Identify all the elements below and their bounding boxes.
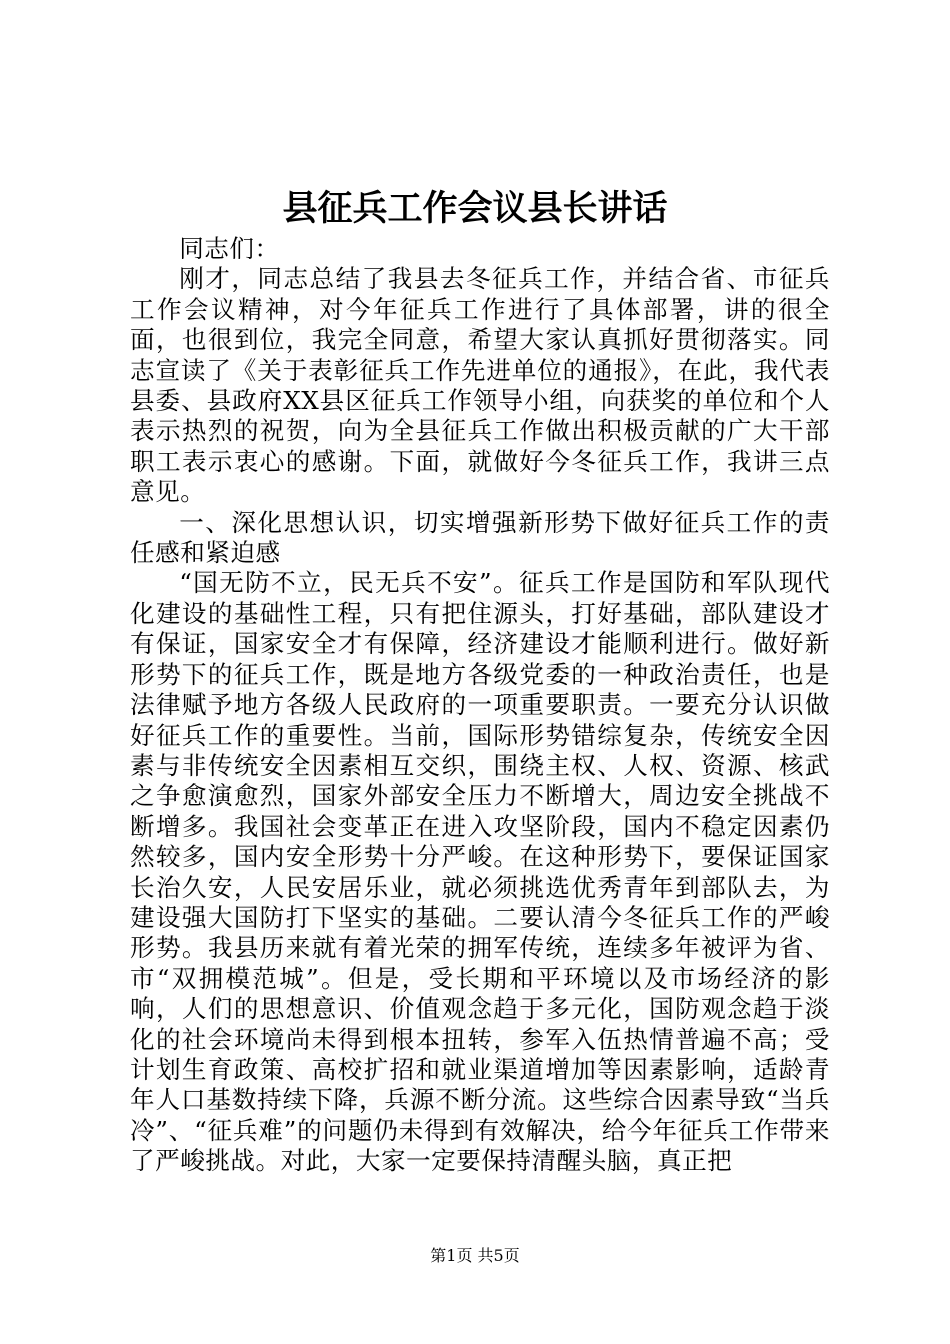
paragraph-section-1: “国无防不立，民无兵不安”。征兵工作是国防和军队现代化建设的基础性工程，只有把住源头，打好基础，部队建设才有保证，国家安全才有保障，经济建设才能顺利进行。做好新形势下的征兵工作，既是地方各级党委的一种政治责任，也是法律赋予地方各级人民政府的一项重要职责。一要充分认识做好征兵工作的重要性。当前，国际形势错综复杂，传统安全因素与非传统安全因素相互交织，围绕主权、人权、资源、核武之争愈演愈烈，国家外部安全压力不断增大，周边安全挑战不断增多。我国社会变革正在进入攻坚阶段，国内不稳定因素仍然较多，国内安全形势十分严峻。在这种形势下，要保证国家长治久安，人民安居乐业，就必须挑选优秀青年到部队去，为建设强大国防打下坚实的基础。二要认清今冬征兵工作的严峻形势。我县历来就有着光荣的拥军传统，连续多年被评为省、市“双拥模范城”。但是，受长期和平环境以及市场经济的影响，人们的思想意识、价值观念趋于多元化，国防观念趋于淡化的社会环境尚未得到根本扭转，参军入伍热情普遍不高；受计划生育政策、高校扩招和就业渠道增加等因素影响，适龄青年人口基数持续下降，兵源不断分流。这些综合因素导致“当兵冷”、“征兵难”的问题仍未得到有效解决，给今年征兵工作带来了严峻挑战。对此，大家一定要保持清醒头脑，真正把	[130, 568, 830, 1176]
document-title: 县征兵工作会议县长讲话	[282, 188, 668, 229]
document-body	[130, 234, 830, 1177]
salutation: 同志们：	[179, 234, 280, 263]
section-heading-1: 一、深化思想认识，切实增强新形势下做好征兵工作的责任感和紧迫感	[130, 507, 830, 568]
paragraph-intro: 刚才，同志总结了我县去冬征兵工作，并结合省、市征兵工作会议精神，对今年征兵工作进行了具体部署，讲的很全面，也很到位，我完全同意，希望大家认真抓好贯彻落实。同志宣读了《关于表彰征兵工作先进单位的通报》，在此，我代表县委、县政府XX县区征兵工作领导小组，向获奖的单位和个人表示热烈的祝贺，向为全县征兵工作做出积极贡献的广大干部职工表示衷心的感谢。下面，就做好今冬征兵工作，我讲三点意见。	[130, 264, 830, 507]
page-number-footer: 第1页 共5页	[430, 1246, 520, 1265]
